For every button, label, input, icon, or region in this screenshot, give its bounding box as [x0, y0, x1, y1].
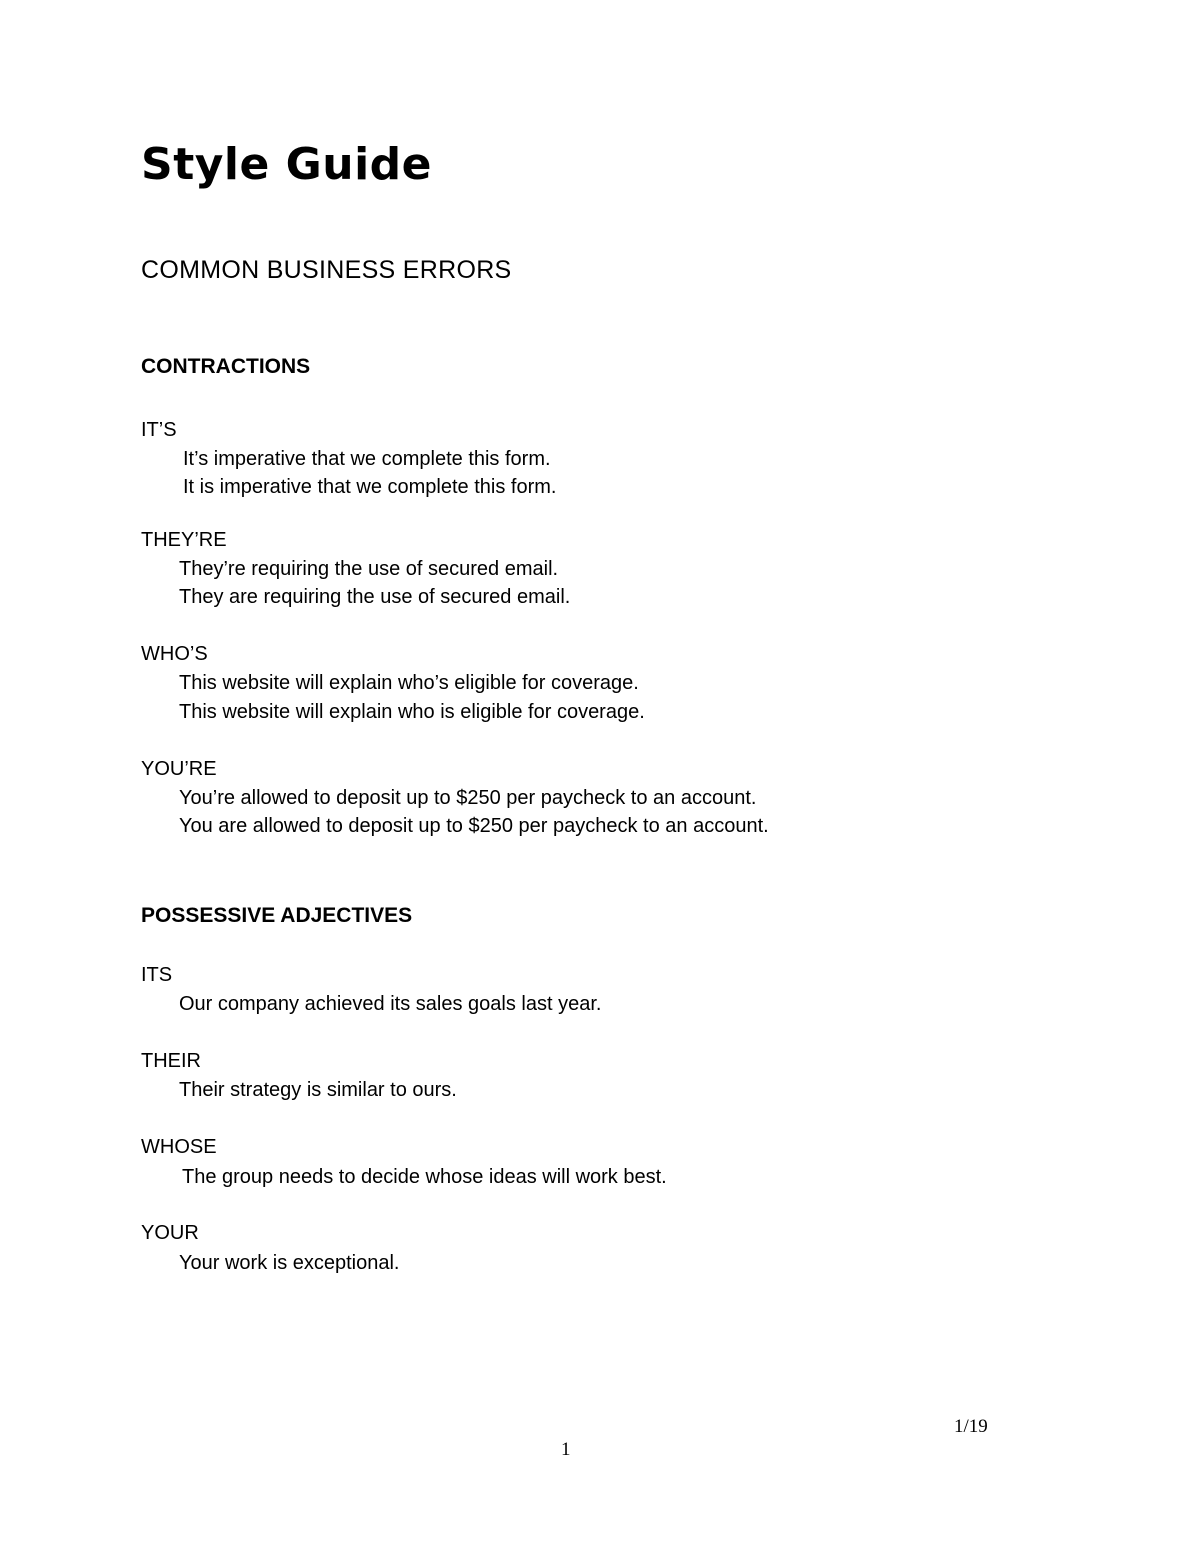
example-sentence: The group needs to decide whose ideas will work best.: [182, 1166, 667, 1188]
page-title: Style Guide: [141, 139, 433, 190]
example-sentence: They are requiring the use of secured email.: [179, 586, 571, 608]
page-number: 1: [561, 1439, 571, 1460]
term-theyre: THEY’RE: [141, 529, 227, 551]
term-its-possessive: ITS: [141, 964, 173, 986]
example-sentence: This website will explain who is eligible for coverage.: [179, 701, 645, 723]
example-sentence: You are allowed to deposit up to $250 per paycheck to an account.: [179, 815, 769, 837]
example-sentence: They’re requiring the use of secured email.: [179, 558, 559, 580]
example-sentence: Their strategy is similar to ours.: [179, 1079, 457, 1101]
term-whose: WHOSE: [141, 1136, 217, 1158]
section-heading-possessive-adjectives: POSSESSIVE ADJECTIVES: [141, 904, 413, 927]
section-heading-contractions: CONTRACTIONS: [141, 355, 311, 378]
example-sentence: You’re allowed to deposit up to $250 per paycheck to an account.: [179, 787, 757, 809]
term-their: THEIR: [141, 1050, 201, 1072]
example-sentence: Your work is exceptional.: [179, 1252, 400, 1274]
example-sentence: It is imperative that we complete this form.: [183, 476, 557, 498]
term-youre: YOU’RE: [141, 758, 217, 780]
example-sentence: Our company achieved its sales goals last year.: [179, 993, 602, 1015]
example-sentence: It’s imperative that we complete this form.: [183, 448, 551, 470]
term-its-contraction: IT’S: [141, 419, 177, 441]
page-subtitle: COMMON BUSINESS ERRORS: [141, 256, 512, 284]
term-your: YOUR: [141, 1222, 199, 1244]
example-sentence: This website will explain who’s eligible for coverage.: [179, 672, 639, 694]
page-count: 1/19: [954, 1416, 988, 1437]
term-whos: WHO’S: [141, 643, 208, 665]
